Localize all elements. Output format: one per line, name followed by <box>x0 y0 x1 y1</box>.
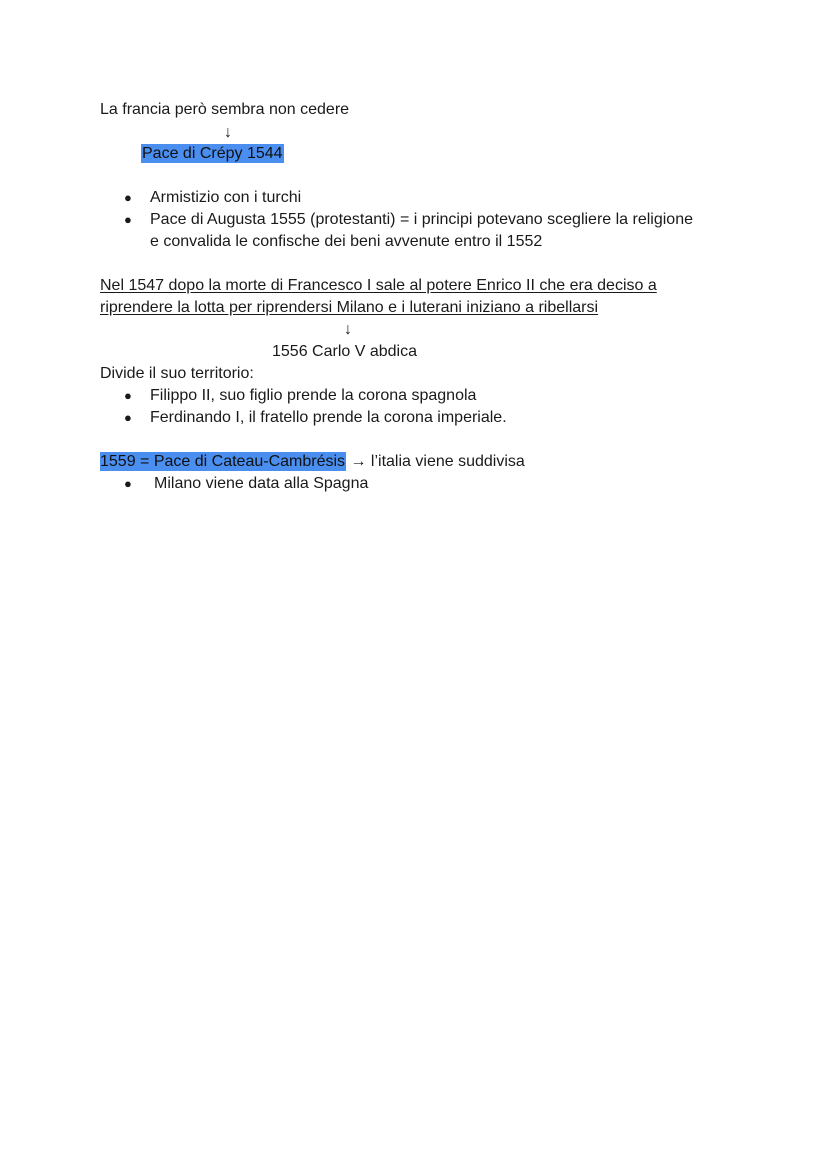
intro-text: La francia però sembra non cedere <box>100 101 350 118</box>
highlighted-peace-crepy: Pace di Crépy 1544 <box>142 145 283 162</box>
divide-label: Divide il suo territorio: <box>100 365 254 382</box>
list-item: Milano viene data alla Spagna <box>154 475 369 492</box>
abdication-text: 1556 Carlo V abdica <box>272 343 417 360</box>
list-item: Pace di Augusta 1555 (protestanti) = i principi potevano scegliere la religione <box>150 211 693 228</box>
bullet-icon: ● <box>124 388 132 403</box>
paragraph-line: riprendere la lotta per riprendersi Milano e i luterani iniziano a ribellarsi <box>100 299 599 316</box>
list-item: Armistizio con i turchi <box>150 189 302 206</box>
bullet-icon: ● <box>124 190 132 205</box>
bullet-icon: ● <box>124 410 132 425</box>
bullet-icon: ● <box>124 212 132 227</box>
arrow-down-icon: ↓ <box>224 124 232 141</box>
list-item: Filippo II, suo figlio prende la corona spagnola <box>150 387 477 404</box>
bullet-icon: ● <box>124 476 132 491</box>
arrow-down-icon: ↓ <box>344 321 352 338</box>
list-item: Ferdinando I, il fratello prende la corona imperiale. <box>150 409 507 426</box>
highlighted-peace-cateau: 1559 = Pace di Cateau-Cambrésis <box>100 453 346 470</box>
paragraph-line: Nel 1547 dopo la morte di Francesco I sale al potere Enrico II che era deciso a <box>100 277 657 294</box>
peace-cateau-tail: → l’italia viene suddivisa <box>346 453 525 470</box>
list-item-continuation: e convalida le confische dei beni avvenute entro il 1552 <box>150 233 543 250</box>
